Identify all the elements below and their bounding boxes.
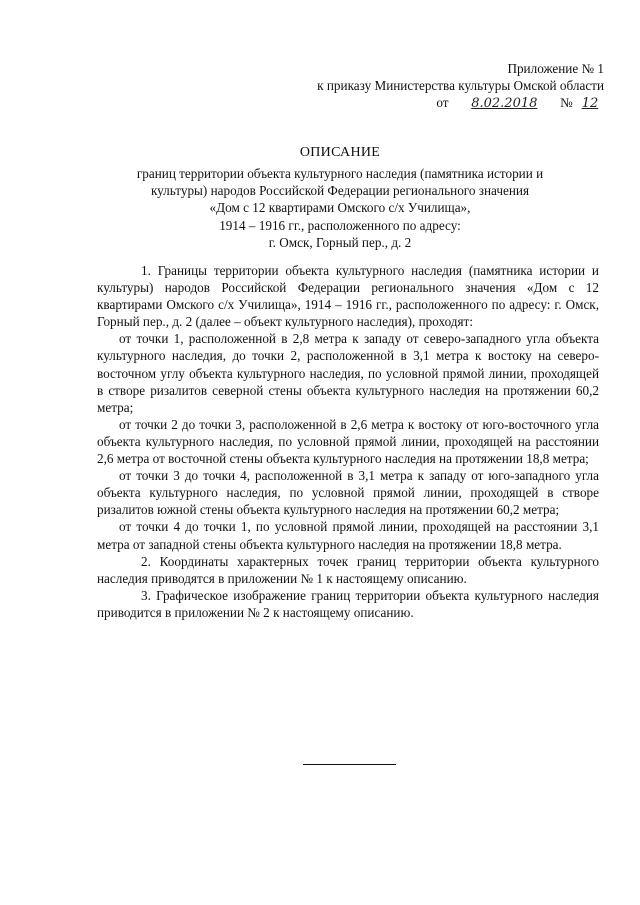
- paragraph-3: 3. Графическое изображение границ территории объекта культурного наследия приводится в приложении № 2 к настоящему описанию.: [97, 587, 599, 620]
- title-line-1: границ территории объекта культурного наследия (памятника истории и: [136, 166, 544, 181]
- document-heading: ОПИСАНИЕ: [299, 145, 381, 160]
- number-prefix: №: [560, 95, 573, 110]
- title-line-4: 1914 – 1916 гг., расположенного по адресу:: [219, 217, 461, 233]
- annex-order-reference: к приказу Министерства культуры Омской области: [317, 78, 604, 93]
- title-line-3: «Дом с 12 квартирами Омского с/х Училища»,: [209, 200, 471, 216]
- closing-divider: [303, 764, 396, 765]
- document-body: [97, 262, 599, 621]
- paragraph-point-3-4: от точки 3 до точки 4, расположенной в 3,1 метра к западу от юго-западного угла объекта культурного наследия, по условной прямой линии, проходящей в створе ризалитов южной стены объекта культурного наследия на протяжении 60,2 метра;: [97, 468, 599, 518]
- annex-title: Приложение № 1: [507, 61, 604, 76]
- paragraph-point-4-1: от точки 4 до точки 1, по условной прямой линии, проходящей на расстоянии 3,1 метра от западной стены объекта культурного наследия на протяжении 18,8 метра.: [97, 519, 599, 552]
- title-line-2: культуры) народов Российской Федерации регионального значения: [150, 183, 530, 199]
- handwritten-date: 8.02.2018: [471, 96, 538, 111]
- annex-date-number-line: [244, 94, 604, 112]
- paragraph-1: 1. Границы территории объекта культурного наследия (памятника истории и культуры) народов Российской Федерации регионального значения «Дом с 12 квартирами Омского с/х Училища», 1914 – 1916 гг., расположенного по адресу: г. Омск, Горный пер., д. 2 (далее – объект культурного наследия), проходят:: [97, 263, 599, 330]
- date-prefix: от: [436, 95, 449, 110]
- description-title-block: [80, 145, 600, 251]
- annex-header: [244, 60, 604, 112]
- handwritten-number: 12: [581, 96, 599, 111]
- paragraph-point-2-3: от точки 2 до точки 3, расположенной в 2,6 метра к востоку от юго-восточного угла объекта культурного наследия, по условной прямой линии, проходящей на расстоянии 2,6 метра от восточной стены объекта культурного наследия на протяжении 18,8 метра;: [97, 416, 599, 467]
- title-line-5: г. Омск, Горный пер., д. 2: [268, 234, 412, 250]
- paragraph-2: 2. Координаты характерных точек границ территории объекта культурного наследия приводятся в приложении № 1 к настоящему описанию.: [97, 553, 599, 586]
- paragraph-point-1-2: от точки 1, расположенной в 2,8 метра к западу от северо-западного угла объекта культурного наследия, до точки 2, расположенной в 3,1 метра к востоку на северо-восточном углу объекта культурного наследия, по условной прямой линии, проходящей в створе ризалитов северной стены объекта культурного наследия на протяжении 60,2 метра;: [97, 331, 599, 415]
